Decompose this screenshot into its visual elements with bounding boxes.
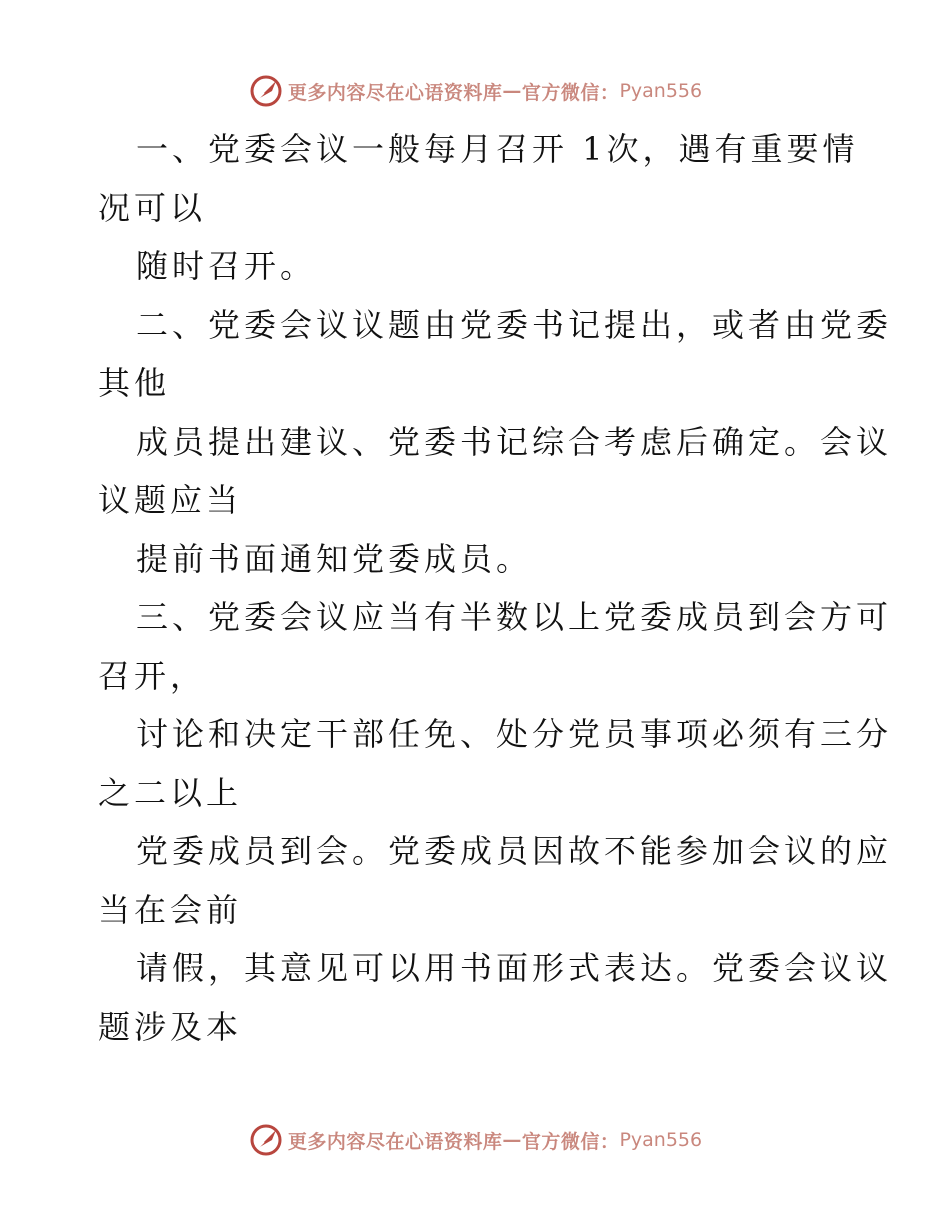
footer-brand: 更多内容尽在心语资料库 bbox=[287, 1130, 503, 1153]
body-line: 提前书面通知党委成员。 bbox=[136, 539, 533, 578]
footer-separator: — bbox=[502, 1129, 522, 1151]
footer-wechat-label: 官方微信： bbox=[521, 1130, 620, 1153]
body-line: 请假，其意见可以用书面形式表达。党委会议议 bbox=[136, 949, 893, 987]
header-separator: — bbox=[502, 80, 522, 102]
body-line: 讨论和决定干部任免、处分党员事项必须有三分 bbox=[136, 715, 893, 753]
body-line: 议题应当 bbox=[98, 481, 243, 519]
body-line: 二、党委会议议题由党委书记提出，或者由党委 bbox=[136, 305, 893, 344]
body-line: 召开， bbox=[98, 656, 207, 695]
body-line: 当在会前 bbox=[98, 890, 243, 929]
body-line: 一、党委会议一般每月召开 1次，遇有重要情 bbox=[136, 130, 859, 168]
body-line: 成员提出建议、党委书记综合考虑后确定。会议 bbox=[136, 422, 893, 461]
header-wechat-id: Pyan556 bbox=[619, 80, 703, 102]
header-watermark bbox=[0, 71, 950, 111]
body-line: 况可以 bbox=[98, 188, 207, 227]
body-line: 其他 bbox=[98, 364, 171, 402]
document-body bbox=[98, 120, 893, 1056]
body-line: 党委成员到会。党委成员因故不能参加会议的应 bbox=[136, 832, 893, 870]
body-line: 之二以上 bbox=[98, 773, 243, 812]
header-brand: 更多内容尽在心语资料库 bbox=[287, 81, 503, 104]
footer-wechat-id: Pyan556 bbox=[619, 1129, 703, 1151]
body-line: 随时召开。 bbox=[136, 247, 317, 285]
quill-logo-icon bbox=[248, 73, 284, 109]
body-line: 三、党委会议应当有半数以上党委成员到会方可 bbox=[136, 598, 893, 636]
footer-watermark bbox=[0, 1120, 950, 1160]
body-line: 题涉及本 bbox=[98, 1007, 243, 1046]
header-wechat-label: 官方微信： bbox=[521, 81, 620, 104]
quill-logo-icon bbox=[248, 1122, 284, 1158]
